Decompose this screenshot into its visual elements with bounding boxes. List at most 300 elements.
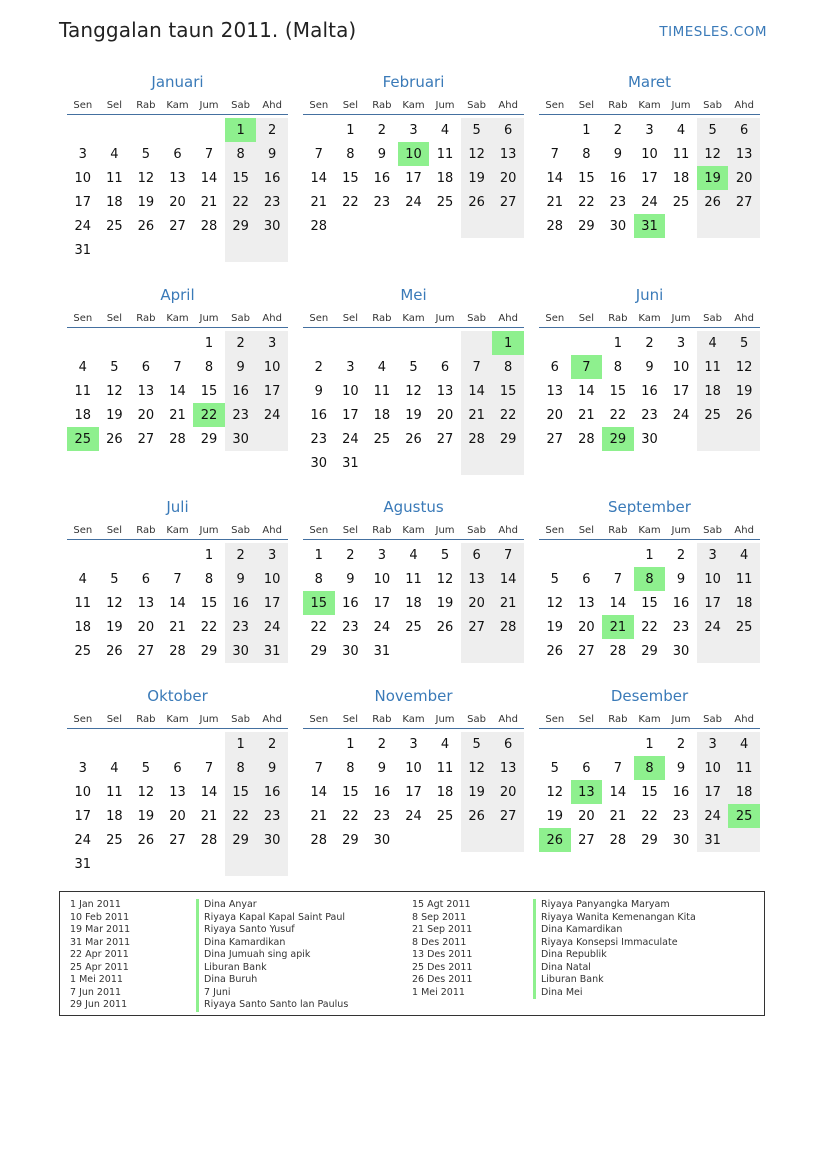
day-cell: 14 <box>310 170 328 186</box>
weekday-label: Jum <box>435 99 455 111</box>
weekday-label: Rab <box>372 312 392 324</box>
day-cell: 2 <box>256 118 288 142</box>
day-cell: 15 <box>342 170 359 186</box>
empty-cell <box>492 451 524 475</box>
day-cell: 16 <box>225 379 257 403</box>
empty-cell <box>461 828 493 852</box>
day-cell: 7 <box>461 355 493 379</box>
day-cell: 23 <box>373 194 391 210</box>
day-cell: 28 <box>200 218 218 234</box>
empty-cell <box>67 732 99 756</box>
day-cell: 7 <box>314 146 323 162</box>
day-cell: 8 <box>204 359 214 375</box>
holiday-day-cell: 22 <box>193 403 225 427</box>
empty-cell <box>67 331 99 355</box>
holiday-name: Liburan Bank <box>533 974 696 987</box>
empty-cell <box>67 118 99 142</box>
day-cell: 3 <box>645 122 654 138</box>
holiday-name: Riyaya Santo Santo lan Paulus <box>196 999 348 1012</box>
weekday-label: Jum <box>199 524 219 536</box>
day-cell: 4 <box>110 146 119 162</box>
empty-cell <box>429 828 461 852</box>
empty-cell <box>303 331 335 355</box>
empty-cell <box>398 828 430 852</box>
day-cell: 26 <box>436 619 454 635</box>
empty-cell <box>162 238 194 262</box>
month-september <box>539 497 760 663</box>
day-cell: 11 <box>436 760 454 776</box>
day-cell: 22 <box>342 194 359 210</box>
weekday-label: Sel <box>342 524 358 536</box>
day-cell: 21 <box>546 194 564 210</box>
day-grid <box>303 331 524 475</box>
day-cell: 30 <box>373 832 391 848</box>
day-cell: 23 <box>310 431 328 447</box>
day-cell: 29 <box>310 643 328 659</box>
holiday-dates-left <box>70 899 130 1012</box>
weekday-header <box>303 309 524 328</box>
weekday-label: Sen <box>309 713 329 725</box>
day-cell: 14 <box>169 595 186 611</box>
empty-cell <box>99 238 131 262</box>
weekday-header <box>303 96 524 115</box>
holiday-day-cell: 15 <box>303 591 335 615</box>
day-cell: 22 <box>641 619 658 635</box>
holiday-date: 21 Sep 2011 <box>412 924 473 935</box>
day-cell: 24 <box>74 218 92 234</box>
day-cell: 14 <box>310 784 328 800</box>
weekday-label: Sen <box>545 713 565 725</box>
day-cell: 21 <box>609 808 627 824</box>
day-cell: 12 <box>461 756 493 780</box>
day-cell: 27 <box>546 431 564 447</box>
day-cell: 13 <box>137 595 155 611</box>
empty-cell <box>256 852 288 876</box>
day-cell: 2 <box>676 736 686 752</box>
empty-cell <box>335 331 367 355</box>
day-cell: 4 <box>440 122 450 138</box>
day-cell: 9 <box>225 567 257 591</box>
day-cell: 17 <box>405 170 422 186</box>
page-title: Tanggalan taun 2011. (Malta) <box>59 18 357 42</box>
day-cell: 9 <box>256 756 288 780</box>
day-cell: 15 <box>225 780 257 804</box>
day-cell: 14 <box>200 784 218 800</box>
day-cell: 15 <box>200 595 218 611</box>
day-cell: 21 <box>310 194 328 210</box>
empty-cell <box>130 238 162 262</box>
weekday-label: Sel <box>578 713 594 725</box>
day-cell: 10 <box>672 359 690 375</box>
weekday-label: Kam <box>638 713 661 725</box>
empty-cell <box>162 732 194 756</box>
weekday-label: Sel <box>578 99 594 111</box>
day-cell: 31 <box>342 455 359 471</box>
holiday-day-cell: 21 <box>602 615 634 639</box>
month-name: September <box>608 498 691 516</box>
day-cell: 23 <box>225 403 257 427</box>
holiday-names-right <box>533 899 696 999</box>
weekday-label: Ahd <box>734 713 754 725</box>
day-cell: 28 <box>578 431 595 447</box>
empty-cell <box>429 331 461 355</box>
empty-cell <box>539 118 571 142</box>
day-cell: 29 <box>641 643 658 659</box>
day-cell: 1 <box>314 547 323 563</box>
day-cell: 18 <box>728 591 760 615</box>
day-cell: 13 <box>461 567 493 591</box>
day-cell: 9 <box>676 571 686 587</box>
weekday-header <box>67 309 288 328</box>
day-cell: 5 <box>141 760 151 776</box>
day-cell: 9 <box>256 142 288 166</box>
day-cell: 13 <box>578 595 595 611</box>
day-cell: 8 <box>225 756 257 780</box>
weekday-label: Kam <box>166 524 189 536</box>
day-cell: 2 <box>676 547 686 563</box>
weekday-label: Rab <box>608 713 628 725</box>
empty-cell <box>398 639 430 663</box>
empty-cell <box>99 732 131 756</box>
day-cell: 22 <box>641 808 658 824</box>
day-cell: 24 <box>697 615 729 639</box>
weekday-label: Jum <box>671 713 691 725</box>
month-juni <box>539 285 760 451</box>
weekday-label: Sab <box>703 713 722 725</box>
weekday-label: Sab <box>703 99 722 111</box>
weekday-label: Jum <box>435 713 455 725</box>
day-cell: 18 <box>697 379 729 403</box>
weekday-label: Rab <box>372 99 392 111</box>
empty-cell <box>539 331 571 355</box>
holiday-date: 8 Sep 2011 <box>412 911 467 923</box>
day-cell: 24 <box>697 804 729 828</box>
month-mei <box>303 285 524 475</box>
day-cell: 17 <box>74 194 92 210</box>
day-cell: 19 <box>728 379 760 403</box>
weekday-label: Kam <box>166 713 189 725</box>
day-cell: 30 <box>672 832 690 848</box>
day-cell: 11 <box>106 784 123 800</box>
day-cell: 13 <box>492 756 524 780</box>
day-cell: 9 <box>645 359 654 375</box>
day-cell: 28 <box>169 431 186 447</box>
empty-cell <box>398 331 430 355</box>
weekday-header <box>539 710 760 729</box>
day-cell: 5 <box>141 146 151 162</box>
day-cell: 23 <box>641 407 658 423</box>
holiday-date: 19 Mar 2011 <box>70 924 131 935</box>
day-cell: 3 <box>256 543 288 567</box>
weekday-label: Kam <box>166 312 189 324</box>
empty-cell <box>99 543 131 567</box>
day-cell: 28 <box>609 643 627 659</box>
day-cell: 26 <box>106 431 123 447</box>
holiday-name: 7 Juni <box>196 987 348 1000</box>
day-cell: 18 <box>74 619 92 635</box>
day-cell: 16 <box>310 407 328 423</box>
day-cell: 11 <box>697 355 729 379</box>
empty-cell <box>193 118 225 142</box>
day-cell: 16 <box>641 383 658 399</box>
holiday-day-cell: 25 <box>67 427 99 451</box>
day-cell: 20 <box>492 166 524 190</box>
day-cell: 22 <box>200 619 218 635</box>
weekday-label: Sel <box>342 713 358 725</box>
empty-cell <box>256 427 288 451</box>
empty-cell <box>67 543 99 567</box>
day-cell: 28 <box>310 218 328 234</box>
brand-link[interactable]: TIMESLES.COM <box>659 24 767 40</box>
day-cell: 28 <box>310 832 328 848</box>
holiday-name: Dina Buruh <box>196 974 348 987</box>
empty-cell <box>492 828 524 852</box>
holiday-date: 8 Des 2011 <box>412 936 467 948</box>
day-cell: 7 <box>613 571 623 587</box>
day-cell: 20 <box>436 407 454 423</box>
weekday-header <box>67 96 288 115</box>
day-grid <box>67 118 288 262</box>
day-cell: 27 <box>436 431 454 447</box>
day-cell: 2 <box>225 543 257 567</box>
day-cell: 20 <box>169 808 186 824</box>
empty-cell <box>99 852 131 876</box>
day-cell: 29 <box>225 828 257 852</box>
day-cell: 23 <box>342 619 359 635</box>
day-cell: 30 <box>225 639 257 663</box>
day-cell: 2 <box>645 335 654 351</box>
day-cell: 16 <box>672 784 690 800</box>
holiday-name: Dina Jumuah sing apik <box>196 949 348 962</box>
day-cell: 3 <box>346 359 355 375</box>
day-cell: 6 <box>492 732 524 756</box>
weekday-label: Sel <box>578 524 594 536</box>
holiday-list <box>59 891 765 1016</box>
day-cell: 11 <box>728 756 760 780</box>
day-cell: 20 <box>728 166 760 190</box>
empty-cell <box>193 238 225 262</box>
day-cell: 2 <box>346 547 355 563</box>
day-cell: 30 <box>609 218 627 234</box>
day-cell: 28 <box>492 615 524 639</box>
day-cell: 30 <box>641 431 658 447</box>
holiday-day-cell: 29 <box>602 427 634 451</box>
day-cell: 4 <box>728 543 760 567</box>
day-cell: 1 <box>204 547 214 563</box>
day-cell: 12 <box>106 383 123 399</box>
holiday-day-cell: 8 <box>634 567 666 591</box>
day-cell: 26 <box>405 431 422 447</box>
day-cell: 24 <box>373 619 391 635</box>
day-cell: 21 <box>169 407 186 423</box>
day-cell: 25 <box>697 403 729 427</box>
empty-cell <box>366 331 398 355</box>
day-cell: 3 <box>676 335 686 351</box>
day-cell: 6 <box>550 359 559 375</box>
weekday-label: Jum <box>671 524 691 536</box>
day-cell: 10 <box>342 383 359 399</box>
day-cell: 20 <box>137 619 155 635</box>
holiday-name: Dina Republik <box>533 949 696 962</box>
weekday-label: Sab <box>703 524 722 536</box>
weekday-header <box>539 309 760 328</box>
day-cell: 7 <box>204 760 214 776</box>
day-cell: 17 <box>672 383 690 399</box>
holiday-day-cell: 7 <box>571 355 603 379</box>
empty-cell <box>130 118 162 142</box>
day-cell: 23 <box>373 808 391 824</box>
empty-cell <box>303 118 335 142</box>
day-cell: 14 <box>609 595 627 611</box>
day-cell: 20 <box>578 619 595 635</box>
day-cell: 1 <box>204 335 214 351</box>
day-cell: 12 <box>137 784 155 800</box>
day-cell: 28 <box>609 832 627 848</box>
weekday-label: Ahd <box>262 99 282 111</box>
day-cell: 12 <box>137 170 155 186</box>
day-cell: 21 <box>461 403 493 427</box>
day-cell: 24 <box>641 194 658 210</box>
weekday-label: Kam <box>166 99 189 111</box>
day-cell: 7 <box>492 543 524 567</box>
day-cell: 23 <box>672 619 690 635</box>
month-name: Juli <box>166 498 189 516</box>
day-cell: 10 <box>256 567 288 591</box>
weekday-label: Kam <box>402 99 425 111</box>
day-cell: 11 <box>672 146 690 162</box>
weekday-label: Jum <box>199 99 219 111</box>
day-cell: 31 <box>74 856 92 872</box>
holiday-date: 7 Jun 2011 <box>70 986 122 998</box>
day-cell: 29 <box>578 218 595 234</box>
day-cell: 14 <box>461 379 493 403</box>
weekday-label: Sen <box>545 99 565 111</box>
day-cell: 13 <box>169 170 186 186</box>
day-cell: 12 <box>405 383 422 399</box>
day-cell: 6 <box>582 760 591 776</box>
day-cell: 2 <box>256 732 288 756</box>
weekday-label: Jum <box>199 713 219 725</box>
day-grid <box>67 331 288 451</box>
day-cell: 31 <box>74 242 92 258</box>
empty-cell <box>728 639 760 663</box>
day-cell: 24 <box>405 808 422 824</box>
day-cell: 26 <box>728 403 760 427</box>
month-name: Desember <box>610 687 689 705</box>
day-cell: 17 <box>74 808 92 824</box>
day-cell: 27 <box>578 643 595 659</box>
day-cell: 18 <box>106 194 123 210</box>
day-cell: 30 <box>256 214 288 238</box>
weekday-header <box>539 96 760 115</box>
day-cell: 27 <box>492 804 524 828</box>
day-cell: 1 <box>346 122 355 138</box>
weekday-label: Sab <box>231 312 250 324</box>
weekday-label: Sel <box>342 99 358 111</box>
day-cell: 19 <box>461 166 493 190</box>
weekday-label: Kam <box>638 99 661 111</box>
day-cell: 3 <box>78 760 87 776</box>
empty-cell <box>461 451 493 475</box>
day-cell: 9 <box>613 146 623 162</box>
day-cell: 22 <box>609 407 627 423</box>
day-cell: 10 <box>405 760 422 776</box>
empty-cell <box>492 639 524 663</box>
empty-cell <box>193 732 225 756</box>
day-cell: 8 <box>492 355 524 379</box>
day-cell: 18 <box>436 784 454 800</box>
day-cell: 3 <box>78 146 87 162</box>
day-cell: 3 <box>409 122 418 138</box>
month-name: Mei <box>400 286 427 304</box>
day-cell: 19 <box>405 407 422 423</box>
day-cell: 25 <box>74 643 92 659</box>
empty-cell <box>697 427 729 451</box>
holiday-date: 25 Des 2011 <box>412 961 473 973</box>
day-cell: 18 <box>728 780 760 804</box>
day-cell: 4 <box>728 732 760 756</box>
holiday-date: 29 Jun 2011 <box>70 999 128 1010</box>
holiday-date: 22 Apr 2011 <box>70 949 129 960</box>
day-cell: 5 <box>440 547 450 563</box>
empty-cell <box>461 214 493 238</box>
empty-cell <box>335 214 367 238</box>
day-cell: 27 <box>169 832 186 848</box>
empty-cell <box>99 331 131 355</box>
day-cell: 11 <box>74 595 92 611</box>
day-cell: 19 <box>546 808 564 824</box>
weekday-label: Sen <box>545 524 565 536</box>
day-cell: 18 <box>373 407 391 423</box>
month-name: Oktober <box>147 687 208 705</box>
day-grid <box>303 732 524 852</box>
day-cell: 13 <box>728 142 760 166</box>
holiday-day-cell: 19 <box>697 166 729 190</box>
day-cell: 12 <box>728 355 760 379</box>
weekday-label: Rab <box>608 312 628 324</box>
day-cell: 5 <box>550 571 559 587</box>
day-cell: 1 <box>645 736 654 752</box>
day-cell: 4 <box>110 760 119 776</box>
day-cell: 24 <box>405 194 422 210</box>
day-cell: 12 <box>106 595 123 611</box>
empty-cell <box>130 543 162 567</box>
weekday-label: Jum <box>435 312 455 324</box>
weekday-label: Sab <box>467 99 486 111</box>
day-cell: 26 <box>461 190 493 214</box>
month-agustus <box>303 497 524 663</box>
day-cell: 10 <box>74 784 92 800</box>
weekday-label: Kam <box>638 524 661 536</box>
day-cell: 18 <box>436 170 454 186</box>
day-cell: 10 <box>373 571 391 587</box>
weekday-header <box>303 521 524 540</box>
day-cell: 1 <box>645 547 654 563</box>
day-cell: 20 <box>578 808 595 824</box>
day-cell: 5 <box>461 118 493 142</box>
holiday-date: 25 Apr 2011 <box>70 961 129 973</box>
day-cell: 8 <box>225 142 257 166</box>
day-cell: 1 <box>613 335 623 351</box>
weekday-label: Jum <box>671 99 691 111</box>
month-name: Januari <box>151 73 204 91</box>
month-januari <box>67 72 288 262</box>
empty-cell <box>366 451 398 475</box>
empty-cell <box>429 451 461 475</box>
day-cell: 4 <box>697 331 729 355</box>
holiday-name: Riyaya Konsepsi Immaculate <box>533 937 696 950</box>
day-cell: 29 <box>200 643 218 659</box>
